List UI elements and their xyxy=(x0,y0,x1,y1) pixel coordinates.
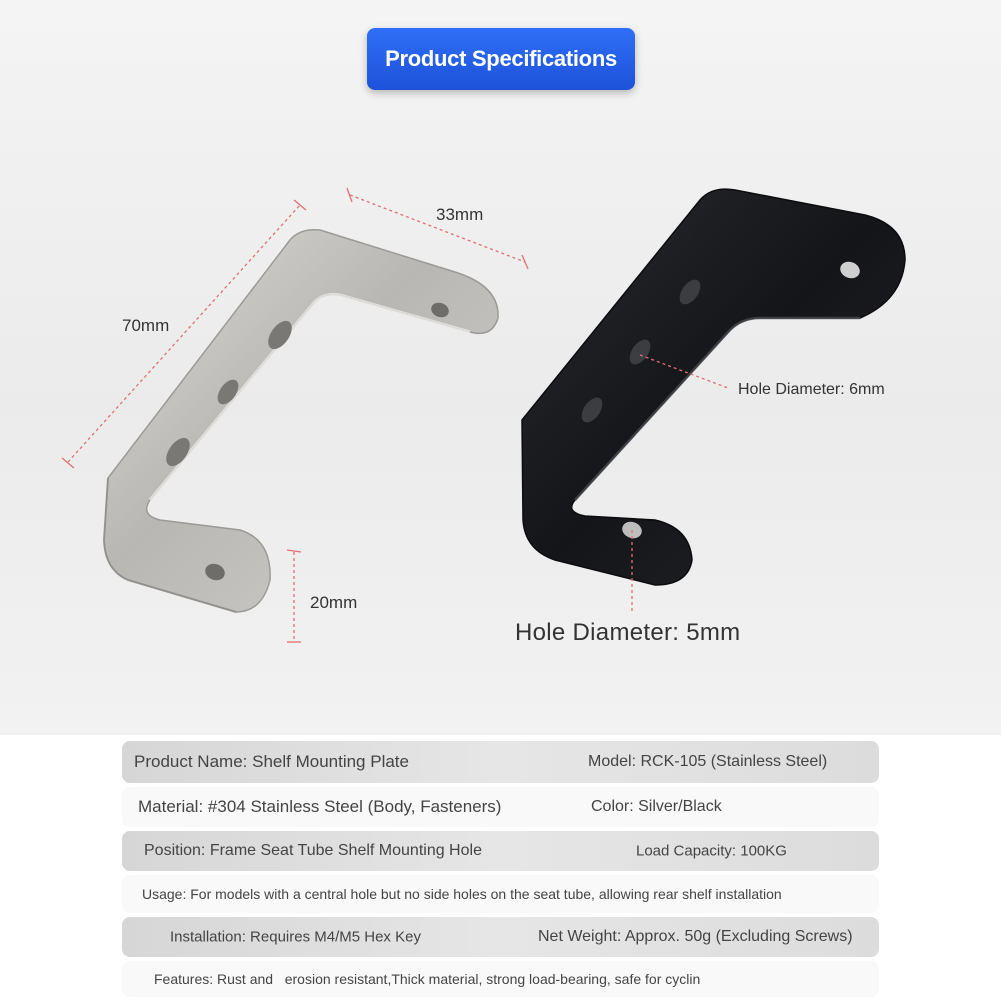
width-dimension-label: 33mm xyxy=(436,205,484,224)
spec-color: Color: Silver/Black xyxy=(591,798,722,815)
large-hole-diameter-label: Hole Diameter: 5mm xyxy=(515,619,741,646)
tab-height-dimension-label: 20mm xyxy=(310,593,358,612)
spec-load-capacity: Load Capacity: 100KG xyxy=(636,842,787,860)
spec-position: Position: Frame Seat Tube Shelf Mounting Hole xyxy=(144,842,482,859)
spec-row-installation-weight xyxy=(122,917,879,957)
spec-row-usage xyxy=(122,875,879,913)
spec-product-name: Product Name: Shelf Mounting Plate xyxy=(134,752,409,771)
spec-installation: Installation: Requires M4/M5 Hex Key xyxy=(170,928,421,946)
spec-usage: Usage: For models with a central hole but no side holes on the seat tube, allowing rear shelf installation xyxy=(142,886,782,902)
spec-row-features xyxy=(122,961,879,997)
spec-row-position-load xyxy=(122,831,879,871)
page-title: Product Specifications xyxy=(367,28,635,90)
silver-bracket xyxy=(104,230,498,612)
specification-table xyxy=(0,735,1001,1001)
spec-features: Features: Rust and erosion resistant,Thick material, strong load-bearing, safe for cyclin xyxy=(154,971,701,987)
spec-row-material-color xyxy=(122,787,879,827)
small-hole-diameter-label: Hole Diameter: 6mm xyxy=(738,381,885,398)
length-dimension-label: 70mm xyxy=(122,316,170,335)
spec-model: Model: RCK-105 (Stainless Steel) xyxy=(588,753,828,770)
spec-row-name-model xyxy=(122,741,879,783)
spec-net-weight: Net Weight: Approx. 50g (Excluding Screws) xyxy=(538,928,853,945)
spec-material: Material: #304 Stainless Steel (Body, Fasteners) xyxy=(138,797,502,816)
